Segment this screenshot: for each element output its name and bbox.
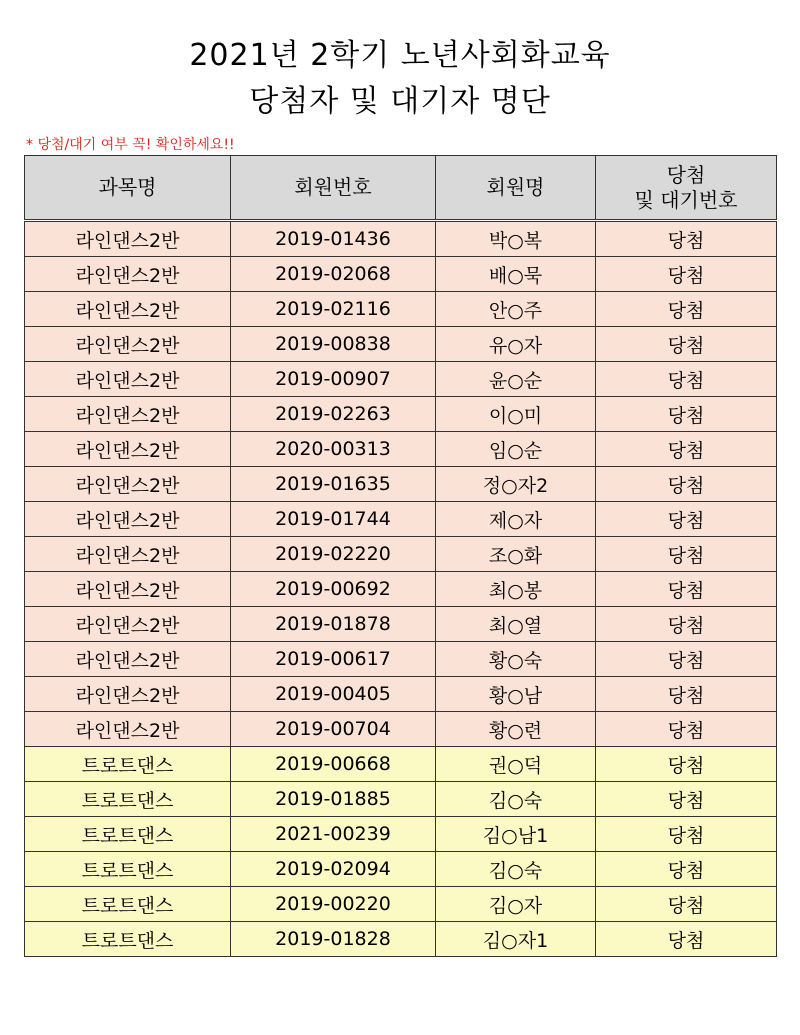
page-title: 2021년 2학기 노년사회화교육 xyxy=(189,38,611,73)
cell-member-no: 2019-01878 xyxy=(231,607,436,642)
table-row xyxy=(25,257,777,292)
cell-course: 트로트댄스 xyxy=(25,747,231,782)
notice-text: * 당첨/대기 여부 꼭! 확인하세요!! xyxy=(26,137,235,153)
cell-course: 라인댄스2반 xyxy=(25,502,231,537)
cell-member-no: 2019-02116 xyxy=(231,292,436,327)
table-row xyxy=(25,712,777,747)
cell-status: 당첨 xyxy=(596,572,777,607)
cell-status: 당첨 xyxy=(596,782,777,817)
cell-status: 당첨 xyxy=(596,642,777,677)
cell-course: 라인댄스2반 xyxy=(25,221,231,257)
cell-member-name: 박○복 xyxy=(436,221,596,257)
cell-status: 당첨 xyxy=(596,712,777,747)
header-status-line2: 및 대기번호 xyxy=(634,187,738,212)
table-row xyxy=(25,537,777,572)
cell-course: 라인댄스2반 xyxy=(25,257,231,292)
cell-member-no: 2019-00405 xyxy=(231,677,436,712)
table-header-row xyxy=(25,156,777,221)
cell-course: 라인댄스2반 xyxy=(25,292,231,327)
cell-status: 당첨 xyxy=(596,362,777,397)
cell-member-no: 2019-00907 xyxy=(231,362,436,397)
cell-status: 당첨 xyxy=(596,467,777,502)
cell-member-no: 2019-02220 xyxy=(231,537,436,572)
cell-course: 라인댄스2반 xyxy=(25,327,231,362)
cell-member-no: 2021-00239 xyxy=(231,817,436,852)
cell-member-name: 김○자1 xyxy=(436,922,596,957)
header-member-no: 회원번호 xyxy=(231,156,436,221)
table-row xyxy=(25,327,777,362)
cell-member-name: 윤○순 xyxy=(436,362,596,397)
table-row xyxy=(25,677,777,712)
cell-member-no: 2019-02263 xyxy=(231,397,436,432)
table-row xyxy=(25,817,777,852)
table-body xyxy=(25,221,777,957)
cell-course: 라인댄스2반 xyxy=(25,572,231,607)
cell-member-no: 2019-00838 xyxy=(231,327,436,362)
cell-status: 당첨 xyxy=(596,852,777,887)
cell-course: 라인댄스2반 xyxy=(25,397,231,432)
table-row xyxy=(25,572,777,607)
cell-member-no: 2019-00220 xyxy=(231,887,436,922)
cell-member-name: 최○봉 xyxy=(436,572,596,607)
cell-member-no: 2019-02068 xyxy=(231,257,436,292)
cell-status: 당첨 xyxy=(596,327,777,362)
cell-member-no: 2019-02094 xyxy=(231,852,436,887)
table-row xyxy=(25,887,777,922)
cell-member-no: 2019-01744 xyxy=(231,502,436,537)
table-row xyxy=(25,432,777,467)
cell-status: 당첨 xyxy=(596,677,777,712)
cell-course: 트로트댄스 xyxy=(25,922,231,957)
cell-member-no: 2020-00313 xyxy=(231,432,436,467)
cell-member-name: 김○자 xyxy=(436,887,596,922)
page-subtitle: 당첨자 및 대기자 명단 xyxy=(249,84,551,119)
cell-member-name: 제○자 xyxy=(436,502,596,537)
roster-table xyxy=(24,155,777,957)
cell-member-no: 2019-01828 xyxy=(231,922,436,957)
cell-member-name: 배○묵 xyxy=(436,257,596,292)
header-member-name: 회원명 xyxy=(436,156,596,221)
cell-member-name: 권○덕 xyxy=(436,747,596,782)
cell-member-no: 2019-00617 xyxy=(231,642,436,677)
cell-member-name: 김○숙 xyxy=(436,782,596,817)
table-row xyxy=(25,747,777,782)
cell-status: 당첨 xyxy=(596,747,777,782)
table-row xyxy=(25,642,777,677)
cell-member-name: 황○숙 xyxy=(436,642,596,677)
cell-course: 트로트댄스 xyxy=(25,887,231,922)
cell-member-name: 정○자2 xyxy=(436,467,596,502)
cell-status: 당첨 xyxy=(596,397,777,432)
cell-course: 라인댄스2반 xyxy=(25,712,231,747)
cell-member-no: 2019-00692 xyxy=(231,572,436,607)
cell-course: 트로트댄스 xyxy=(25,817,231,852)
cell-member-name: 김○남1 xyxy=(436,817,596,852)
cell-course: 트로트댄스 xyxy=(25,782,231,817)
cell-course: 라인댄스2반 xyxy=(25,467,231,502)
cell-status: 당첨 xyxy=(596,502,777,537)
table-row xyxy=(25,502,777,537)
cell-member-name: 이○미 xyxy=(436,397,596,432)
table-row xyxy=(25,782,777,817)
cell-member-name: 임○순 xyxy=(436,432,596,467)
table-row xyxy=(25,852,777,887)
cell-member-no: 2019-00668 xyxy=(231,747,436,782)
cell-course: 라인댄스2반 xyxy=(25,432,231,467)
table-row xyxy=(25,292,777,327)
header-course: 과목명 xyxy=(25,156,231,221)
cell-member-name: 황○남 xyxy=(436,677,596,712)
cell-member-name: 김○숙 xyxy=(436,852,596,887)
cell-status: 당첨 xyxy=(596,432,777,467)
cell-member-name: 유○자 xyxy=(436,327,596,362)
table-row xyxy=(25,397,777,432)
cell-member-no: 2019-01436 xyxy=(231,221,436,257)
cell-status: 당첨 xyxy=(596,292,777,327)
table-row xyxy=(25,607,777,642)
cell-member-no: 2019-01885 xyxy=(231,782,436,817)
cell-status: 당첨 xyxy=(596,887,777,922)
table-row xyxy=(25,922,777,957)
header-status xyxy=(596,156,777,221)
cell-course: 라인댄스2반 xyxy=(25,607,231,642)
cell-member-no: 2019-01635 xyxy=(231,467,436,502)
table-row xyxy=(25,221,777,257)
cell-status: 당첨 xyxy=(596,537,777,572)
cell-course: 라인댄스2반 xyxy=(25,362,231,397)
cell-member-name: 안○주 xyxy=(436,292,596,327)
cell-status: 당첨 xyxy=(596,221,777,257)
cell-status: 당첨 xyxy=(596,607,777,642)
cell-member-name: 조○화 xyxy=(436,537,596,572)
cell-status: 당첨 xyxy=(596,817,777,852)
cell-member-no: 2019-00704 xyxy=(231,712,436,747)
header-status-line1: 당첨 xyxy=(666,162,706,187)
cell-member-name: 최○열 xyxy=(436,607,596,642)
cell-course: 라인댄스2반 xyxy=(25,642,231,677)
table-row xyxy=(25,362,777,397)
cell-status: 당첨 xyxy=(596,257,777,292)
cell-course: 트로트댄스 xyxy=(25,852,231,887)
table-row xyxy=(25,467,777,502)
cell-status: 당첨 xyxy=(596,922,777,957)
cell-course: 라인댄스2반 xyxy=(25,677,231,712)
cell-course: 라인댄스2반 xyxy=(25,537,231,572)
cell-member-name: 황○련 xyxy=(436,712,596,747)
